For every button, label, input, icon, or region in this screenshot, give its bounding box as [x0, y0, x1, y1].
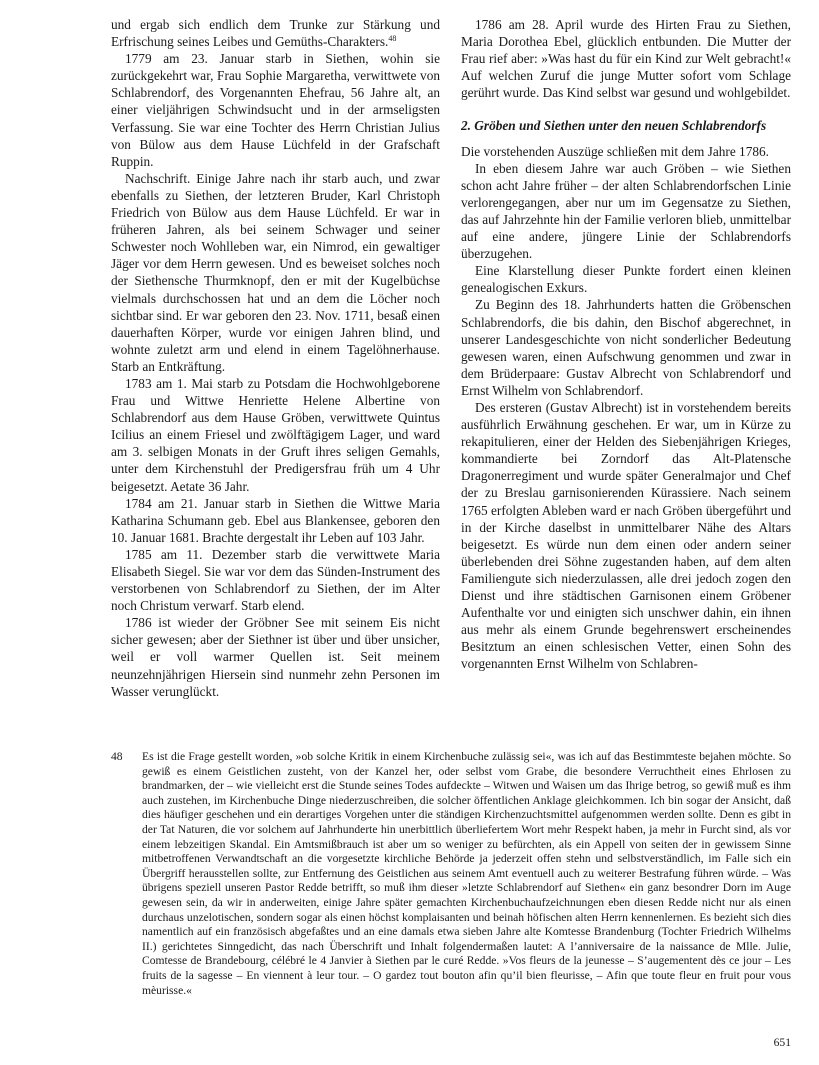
paragraph-text: und ergab sich endlich dem Trunke zur Stärkung und Erfrischung seines Leibes und Gemüths-Charakters.: [111, 17, 440, 50]
left-column: [111, 16, 440, 700]
paragraph: Die vorstehenden Auszüge schließen mit dem Jahre 1786.: [461, 143, 769, 159]
paragraph: 1786 am 28. April wurde des Hirten Frau zu Siethen, Maria Dorothea Ebel, glücklich entbunden. Die Mutter der Frau rief aber: »Was hast du für ein Kind zur Welt gebracht!« Auf welchen Zuruf die junge Mutter sofort vom Schlage gerührt wurde. Das Kind selbst war gesund und wohlgebildet.: [461, 17, 791, 101]
paragraph: 1785 am 11. Dezember starb die verwittwete Maria Elisabeth Siegel. Sie war vor dem das Sünden-Instrument des verstorbenen von Schlabrendorf zu Siethen, der im Alter noch Christum verwarf. Starb elend.: [111, 546, 440, 614]
right-column: [461, 16, 791, 672]
paragraph: In eben diesem Jahre war auch Gröben – wie Siethen schon acht Jahre früher – der alten Schlabrendorfschen Linie verlorengegangen, aber nur um im Gegensatze zu Siethen, das auf Jahrzehnte hin der Familie verloren blieb, unmittelbar auf eine andere, jüngere Linie der Schlabrendorfs überzugehen.: [461, 160, 791, 262]
paragraph: 1784 am 21. Januar starb in Siethen die Wittwe Maria Katharina Schumann geb. Ebel aus Blankensee, geboren den 10. Januar 1681. Brachte dergestalt ihr Leben auf 103 Jahr.: [111, 495, 440, 545]
paragraph: 1783 am 1. Mai starb zu Potsdam die Hochwohlgeborene Frau und Wittwe Henriette Helene Albertine von Schlabrendorf aus dem Hause Gröben, verwittwete Quintus Icilius an einem Friesel und zwölftägigem Lager, und ward am 3. selbigen Monats in der Gruft ihres seligen Gemahls, unter dem Kirchenstuhl der Predigersfrau früh um 4 Uhr beigesetzt. Aetate 36 Jahr.: [111, 375, 440, 494]
paragraph: Nachschrift. Einige Jahre nach ihr starb auch, und zwar ebenfalls zu Siethen, der letzteren Bruder, Karl Christoph Friedrich von Bülow aus dem Hause Lüchfeld. Er war in früheren Jahren, als bei seinem Schwager und seiner Schwester noch Wohlleben war, ein Nimrod, ein gewaltiger Jäger vor dem Herrn gewesen. Und es beweiset solches noch der Siethensche Thurmknopf, den er mit der Kugelbüchse vielmals durchschossen hat und an dem die Löcher noch sichtbar sind. Er war geboren den 23. Nov. 1711, besaß einen dauerhaften Körper, wurde vor einigen Jahren blind, und wohnte zuletzt arm und elend in einem Tagelöhnerhause. Starb an Entkräftung.: [111, 170, 440, 374]
paragraph: Des ersteren (Gustav Albrecht) ist in vorstehendem bereits ausführlich Erwähnung geschehen. Er war, um in Kürze zu rekapitulieren, einer der Helden des Siebenjährigen Krieges, kommandierte bei Zorndorf das Alt-Platensche Dragonerregiment und wurde später Generalmajor und Chef der zu Breslau garnisonierenden Kürassiere. Nach seinem 1765 erfolgten Ableben ward er nach Gröben übergeführt und in der Kirche daselbst in unmittelbarer Nähe des Altars beigesetzt. Es würde nun dem einen oder andern seiner überlebenden drei Söhne zugestanden haben, auf dem alten Familiengute sich niederzulassen, alle drei jedoch zogen den Dienst und ihre städtischen Garnisonen einem Gröbener Aufenthalte vor und einigten sich unschwer dahin, ein ihnen aus mehr als einem Grunde begehrenswert erscheinendes Besitztum an einen schlesischen Vetter, einen Sohn des vorgenannten Ernst Wilhelm von Schlabren-: [461, 399, 791, 672]
paragraph: 1779 am 23. Januar starb in Siethen, wohin sie zurückgekehrt war, Frau Sophie Margaretha, verwittwete von Schlabrendorf, des Vorgenannten Ehefrau, 56 Jahre alt, an einer vieljährigen Schwindsucht und in der armseligsten Verfassung. Sie war eine Tochter des Herrn Christian Julius von Bülow aus dem Hause Lüchfeld in der Grafschaft Ruppin.: [111, 51, 440, 169]
paragraph: Eine Klarstellung dieser Punkte fordert einen kleinen genealogischen Exkurs.: [461, 263, 791, 296]
footnote-reference: 48: [388, 34, 397, 44]
footnote-number: 48: [111, 750, 123, 763]
paragraph: [111, 16, 440, 50]
section-heading: 2. Gröben und Siethen unter den neuen Schlabrendorfs: [461, 118, 767, 134]
footnote-text: Es ist die Frage gestellt worden, »ob solche Kritik in einem Kirchenbuche zulässig sei«, was ich auf das Bestimmteste bejahen möchte. So gewiß es einem Geistlichen zusteht, von der Kanzel her, oder selbst vom Grabe, die besondere Verruchtheit eines Ehrlosen zu brandmarken, der – wie vielleicht erst die Stunde seines Todes aufdeckte – Witwen und Waisen um das Ihrige betrog, so gewiß muß es ihm auch zustehen, im Kirchenbuche Dinge niederzuschreiben, die solcher öffentlichen Anklage gleichkommen. Ich bin sogar der Ansicht, daß dies häufiger geschehen und ein derartiges Vorgehen unter die ständigen Kirchenzuchtsmittel aufgenommen werden sollte. Denn es gibt in der Tat Naturen, die vor solchem auf Jahrhunderte hin unerbittlich überliefertem Wort mehr Respekt haben, ja mehr in Furcht sind, als vor einem lebzeitigen Skandal. Ein Amtsmißbrauch ist aber um so weniger zu befürchten, als ein Appell von seiten der in gewissem Sinne mitbetroffenen Verwandtschaft an die vorgesetzte kirchliche Behörde ja jederzeit offen stehn und selbstverständlich, im Falle sich ein Übergriff herausstellen sollte, zur Entfernung des Geistlichen aus seinem Amt eventuell auch zu weiterer Bestrafung führen würde. – Was übrigens speziell unseren Pastor Redde betrifft, so muß ihm dieser »letzte Schlabrendorf auf Siethen« ein ganz besondrer Dorn im Auge gewesen sein, da wir in anderweiten, einige Jahre später gemachten Kirchenbuchaufzeichnungen eben diesen Redde nicht nur als einen durchaus unzelotischen, sondern sogar als einen höchst komplaisanten und beinah höfischen alten Herrn kennenlernen. Es bezieht sich dies namentlich auf ein französisch abgefaßtes und an eine damals etwa sieben Jahre alte Komtesse Brandenburg (Tochter Friedrich Wilhelms II.) gerichtetes Sinngedicht, das nach Überschrift und Inhalt folgendermaßen lautet: A l’anniversaire de la naissance de Mlle. Julie, Comtesse de Brandebourg, célébré le 4 Janvier à Siethen par le curé Redde. »Vos fleurs de la jeunesse – S’augementent dès ce jour – Les fruits de la sagesse – En viennent à leur tour. – O gardez tout bouton afin qu’il bien fleurisse, – Afin que toute fleur en fruit pour vous mèurisse.«: [142, 750, 791, 997]
paragraph: 1786 ist wieder der Gröbner See mit seinem Eis nicht sicher gewesen; aber der Siethner ist über und über unsicher, weil er voll warmer Quellen ist. Seit meinem neunzehnjährigen Hiersein sind nunmehr zehn Personen im Wasser verunglückt.: [111, 615, 440, 699]
footnote: [111, 750, 791, 998]
page-number: 651: [773, 1036, 791, 1049]
paragraph: Zu Beginn des 18. Jahrhunderts hatten die Gröbenschen Schlabrendorfs, die bis dahin, den Bischof abgerechnet, in unserer Landesgeschichte von nicht sonderlicher Bedeutung gewesen waren, einen Aufschwung genommen und zwar in dem Brüderpaare: Gustav Albrecht von Schlabrendorf und Ernst Wilhelm von Schlabrendorf.: [461, 297, 791, 398]
